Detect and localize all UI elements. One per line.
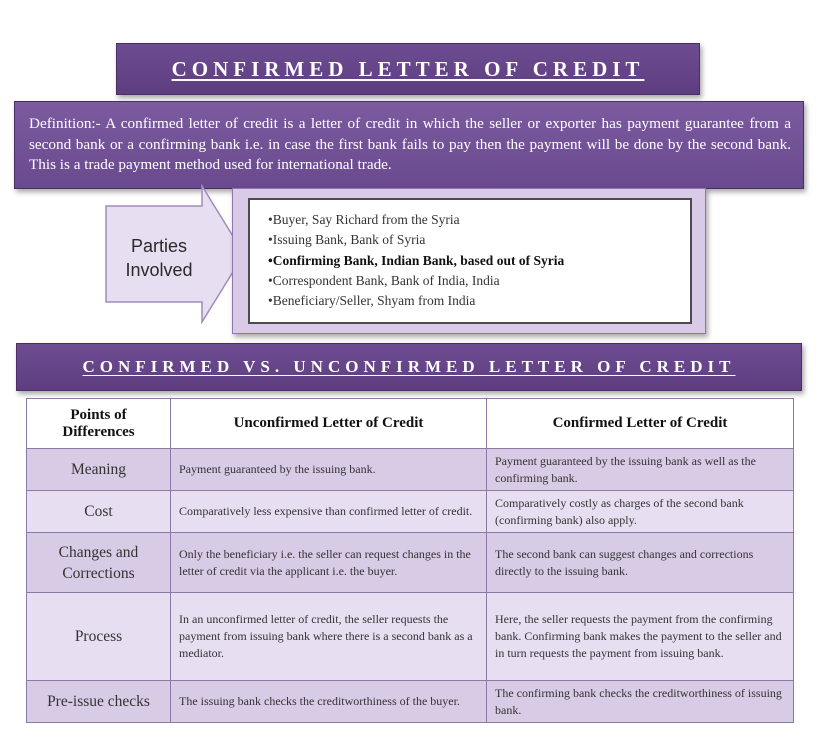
header-points: Points of Differences [27,399,171,449]
definition-text: Definition:- A confirmed letter of credit is a letter of credit in which the seller or exporter has payment guarantee from a second bank or a confirming bank i.e. in case the first bank fails to pay then the payment will be done by the second bank. This is a trade payment method used for international trade. [29,115,791,173]
table-row [27,491,794,533]
row-unconfirmed: Only the beneficiary i.e. the seller can request changes in the letter of credit via the applicant i.e. the buyer. [171,533,487,593]
party-item: •Issuing Bank, Bank of Syria [268,232,426,248]
party-item: •Correspondent Bank, Bank of India, India [268,272,500,288]
comparison-table [26,398,794,723]
party-item: •Beneficiary/Seller, Shyam from India [268,293,476,309]
row-unconfirmed: The issuing bank checks the creditworthiness of the buyer. [171,681,487,723]
title-banner [116,43,700,95]
party-item-text: Buyer, Say Richard from the Syria [272,212,460,227]
row-point: Pre-issue checks [27,681,171,723]
header-unconfirmed: Unconfirmed Letter of Credit [171,399,487,449]
row-confirmed: The confirming bank checks the creditworthiness of issuing bank. [487,681,794,723]
row-point: Cost [27,491,171,533]
row-point: Changes and Corrections [27,533,171,593]
definition-box [14,101,804,189]
party-item: •Buyer, Say Richard from the Syria [268,212,460,227]
party-item-highlighted: •Confirming Bank, Indian Bank, based out of Syria [268,252,565,268]
parties-label-line-1: Parties [130,236,188,256]
row-point: Meaning [27,449,171,491]
parties-label [106,234,212,282]
row-confirmed: Payment guaranteed by the issuing bank as well as the confirming bank. [487,449,794,491]
row-confirmed: Comparatively costly as charges of the second bank (confirming bank) also apply. [487,491,794,533]
table-header-row [27,399,794,449]
row-confirmed: The second bank can suggest changes and corrections directly to the issuing bank. [487,533,794,593]
comparison-banner [16,343,802,391]
table-row [27,593,794,681]
header-confirmed: Confirmed Letter of Credit [487,399,794,449]
comparison-title: CONFIRMED VS. UNCONFIRMED LETTER OF CREDIT [82,357,736,376]
page-title: CONFIRMED LETTER OF CREDIT [171,56,645,81]
party-item-text: Correspondent Bank, Bank of India, India [272,272,500,288]
table-row [27,533,794,593]
table-row [27,681,794,723]
party-item-text: Beneficiary/Seller, Shyam from India [272,293,476,309]
row-unconfirmed: Comparatively less expensive than confirmed letter of credit. [171,491,487,533]
row-unconfirmed: Payment guaranteed by the issuing bank. [171,449,487,491]
row-unconfirmed: In an unconfirmed letter of credit, the seller requests the payment from issuing bank where there is a second bank as a mediator. [171,593,487,681]
table-row [27,449,794,491]
row-confirmed: Here, the seller requests the payment from the confirming bank. Confirming bank makes the payment to the seller and in turn requests the payment from issuing bank. [487,593,794,681]
party-item-text: Issuing Bank, Bank of Syria [272,232,426,248]
party-item-text: Confirming Bank, Indian Bank, based out of Syria [272,252,565,268]
row-point: Process [27,593,171,681]
parties-label-line-2: Involved [125,260,193,280]
parties-list-box [248,198,692,324]
parties-list [268,210,682,311]
